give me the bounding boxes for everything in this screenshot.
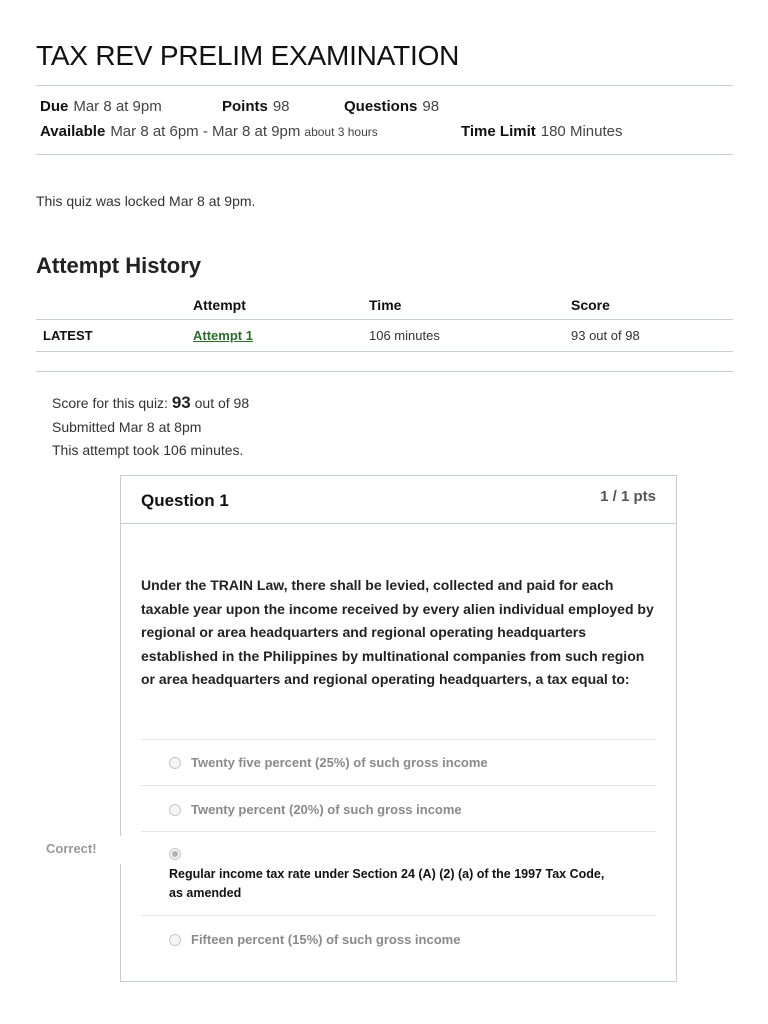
answer-text: Twenty five percent (25%) of such gross income [191,755,488,770]
questions-value: 98 [422,98,440,115]
questions-info [344,98,439,115]
row-score: 93 out of 98 [571,328,640,343]
score-value: 93 [171,393,191,412]
quiz-title: TAX REV PRELIM EXAMINATION [36,40,460,71]
question-card [120,475,677,982]
due-value: Mar 8 at 9pm [73,98,162,115]
correct-answer-flag: Correct! [46,841,97,856]
table-row-divider [36,351,733,352]
meta-divider [36,154,733,155]
score-prefix: Score for this quiz: [52,395,168,411]
available-value: Mar 8 at 6pm - Mar 8 at 9pm [110,123,301,140]
question-title: Question 1 [141,491,229,510]
row-latest-label: LATEST [43,328,93,343]
table-header-divider [36,319,733,320]
answer-text: Twenty percent (20%) of such gross income [191,802,462,817]
answer-divider [141,739,656,740]
due-info [40,98,162,115]
available-label: Available [40,123,106,140]
question-header [121,476,676,524]
column-header-score: Score [571,297,610,313]
submitted-info: Submitted Mar 8 at 8pm [52,419,202,435]
available-duration: about 3 hours [304,125,378,139]
answer-text: Fifteen percent (15%) of such gross income [191,932,461,947]
question-points: 1 / 1 pts [600,488,656,505]
radio-icon[interactable] [169,934,181,946]
answer-option-1[interactable] [169,755,488,770]
answer-option-2[interactable] [169,802,462,817]
attempt-history-heading: Attempt History [36,253,202,278]
section-divider [36,371,733,372]
answer-divider [141,831,656,832]
attempt-1-link[interactable]: Attempt 1 [193,328,253,343]
answer-option-3-correct[interactable]: Regular income tax rate under Section 24 (A) (2) (a) of the 1997 Tax Code, as amended [169,867,605,900]
time-limit-info [461,123,622,140]
correct-flag-notch [113,836,122,864]
score-suffix: out of 98 [194,395,250,411]
selected-radio-icon[interactable] [169,848,181,860]
answer-divider [141,785,656,786]
questions-label: Questions [344,98,418,115]
column-header-time: Time [369,297,402,313]
question-text: Under the TRAIN Law, there shall be levied, collected and paid for each taxable year upon the income received by every alien individual employed by regional or area headquarters and regional operating headquarters established in the Philippines by multinational companies from such region or area headquarters and regional operating headquarters, a tax equal to: [141,577,654,687]
due-label: Due [40,98,69,115]
header-divider [36,85,733,86]
answer-divider [141,915,656,916]
time-limit-value: 180 Minutes [540,123,623,140]
radio-icon[interactable] [169,757,181,769]
answer-option-4[interactable] [169,932,460,947]
points-label: Points [222,98,268,115]
available-info [40,123,378,140]
column-header-attempt: Attempt [193,297,246,313]
points-value: 98 [272,98,290,115]
row-time: 106 minutes [369,328,440,343]
time-limit-label: Time Limit [461,123,536,140]
quiz-score-line [52,393,249,413]
points-info [222,98,290,115]
radio-icon[interactable] [169,804,181,816]
locked-message: This quiz was locked Mar 8 at 9pm. [36,193,256,209]
attempt-duration: This attempt took 106 minutes. [52,442,244,458]
